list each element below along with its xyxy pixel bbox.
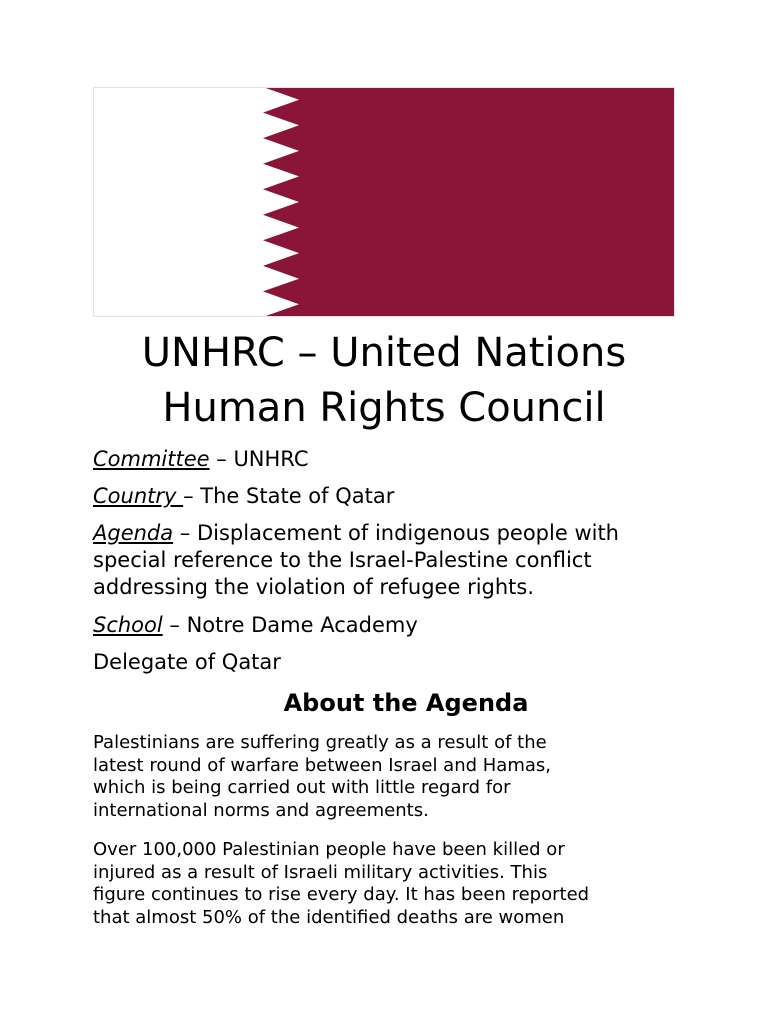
country-value: The State of Qatar xyxy=(200,484,395,508)
school-separator: – xyxy=(162,613,187,637)
committee-label: Committee xyxy=(93,447,210,471)
qatar-flag-image xyxy=(93,87,675,317)
paragraph-1-line: international norms and agreements. xyxy=(93,799,429,821)
paragraph-2-line: that almost 50% of the identified deaths are women xyxy=(93,906,565,928)
country-line xyxy=(93,483,693,510)
flag-hoist-serrated xyxy=(93,87,299,317)
country-separator: – xyxy=(183,484,201,508)
school-label: School xyxy=(93,613,163,637)
agenda-line-1: Displacement of indigenous people with xyxy=(196,521,619,545)
agenda-block xyxy=(93,520,693,601)
paragraph-2-line: injured as a result of Israeli military activities. This xyxy=(93,861,548,883)
committee-line xyxy=(93,446,693,473)
agenda-line-2: special reference to the Israel-Palestine conflict xyxy=(93,548,592,572)
agenda-separator: – xyxy=(173,521,197,545)
school-value: Notre Dame Academy xyxy=(186,613,418,637)
committee-value: UNHRC xyxy=(233,447,309,471)
agenda-line-3: addressing the violation of refugee rights. xyxy=(93,575,535,599)
delegate-line: Delegate of Qatar xyxy=(93,650,281,674)
section-heading: About the Agenda xyxy=(283,689,529,717)
school-line xyxy=(93,612,693,639)
country-label: Country xyxy=(93,484,184,508)
paragraph-1-line: latest round of warfare between Israel and Hamas, xyxy=(93,754,551,776)
document-title xyxy=(40,326,728,436)
title-line-2: Human Rights Council xyxy=(162,385,606,431)
paragraph-2-line: Over 100,000 Palestinian people have been killed or xyxy=(93,839,565,860)
agenda-paragraph-1 xyxy=(93,732,683,822)
paragraph-1-line: Palestinians are suffering greatly as a result of the xyxy=(93,732,547,753)
paragraph-1-line: which is being carried out with little regard for xyxy=(93,777,511,798)
agenda-paragraph-2 xyxy=(93,839,683,929)
paragraph-2-line: figure continues to rise every day. It has been reported xyxy=(93,884,590,905)
title-line-1: UNHRC – United Nations xyxy=(141,330,627,376)
agenda-label: Agenda xyxy=(93,521,174,545)
committee-separator: – xyxy=(209,447,234,471)
